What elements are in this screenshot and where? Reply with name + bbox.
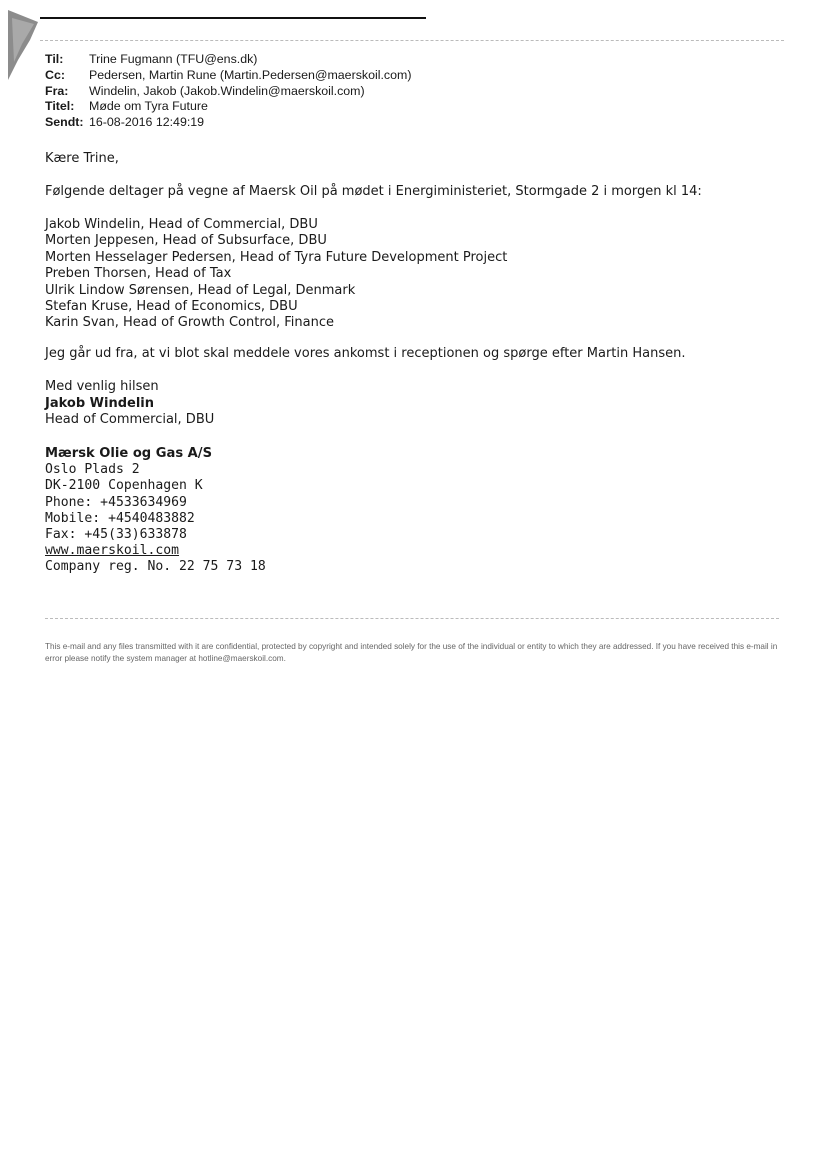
header-value: Windelin, Jakob (Jakob.Windelin@maerskoil.com) [89,83,365,98]
list-item: Karin Svan, Head of Growth Control, Finance [45,315,334,331]
header-sent [45,115,411,131]
header-value: Møde om Tyra Future [89,99,208,114]
intro-paragraph: Følgende deltager på vegne af Maersk Oil på mødet i Energiministeriet, Stormgade 2 i morgen kl 14: [45,184,702,199]
note-paragraph: Jeg går ud fra, at vi blot skal meddele vores ankomst i receptionen og spørge efter Martin Hansen. [45,346,686,361]
list-item: Ulrik Lindow Sørensen, Head of Legal, Denmark [45,282,356,298]
header-value: Pedersen, Martin Rune (Martin.Pedersen@maerskoil.com) [89,67,412,82]
header-from [45,84,411,100]
address-line: Oslo Plads 2 [45,462,140,478]
list-item: Morten Hesselager Pedersen, Head of Tyra Future Development Project [45,249,508,265]
sender-name: Jakob Windelin [45,395,155,411]
email-headers [45,52,411,131]
top-rule [40,17,426,19]
header-divider [40,40,784,41]
header-subject [45,99,411,115]
phone: Phone: +4533634969 [45,494,187,510]
list-item: Jakob Windelin, Head of Commercial, DBU [45,217,318,232]
mobile: Mobile: +4540483882 [45,510,195,526]
footer-divider [45,618,779,619]
header-value: Trine Fugmann (TFU@ens.dk) [89,52,258,66]
greeting: Kære Trine, [45,151,119,166]
attendee-list [45,217,507,332]
company-block [45,446,266,576]
list-item: Morten Jeppesen, Head of Subsurface, DBU [45,233,327,249]
folded-corner-mark [8,10,48,80]
list-item: Stefan Kruse, Head of Economics, DBU [45,299,298,315]
company-reg: Company reg. No. 22 75 73 18 [45,559,266,575]
signature [45,379,214,429]
header-label: Til: [45,52,64,66]
disclaimer: This e-mail and any files transmitted with it are confidential, protected by copyright and intended solely for the use of the individual or entity to which they are addressed. If you have received this e-mail in error please notify the system manager at hotline@maerskoil.com. [45,642,778,663]
header-cc [45,68,411,84]
header-label: Fra: [45,83,69,98]
closing: Med venlig hilsen [45,379,159,394]
sender-role: Head of Commercial, DBU [45,412,215,427]
website-link[interactable]: www.maerskoil.com [45,543,180,559]
header-label: Sendt: [45,115,84,130]
header-to [45,52,411,68]
address-line: DK-2100 Copenhagen K [45,478,203,494]
list-item: Preben Thorsen, Head of Tax [45,266,232,282]
header-value: 16-08-2016 12:49:19 [89,115,205,130]
header-label: Cc: [45,67,65,82]
company-name: Mærsk Olie og Gas A/S [45,446,213,461]
fax: Fax: +45(33)633878 [45,527,187,543]
header-label: Titel: [45,99,75,114]
